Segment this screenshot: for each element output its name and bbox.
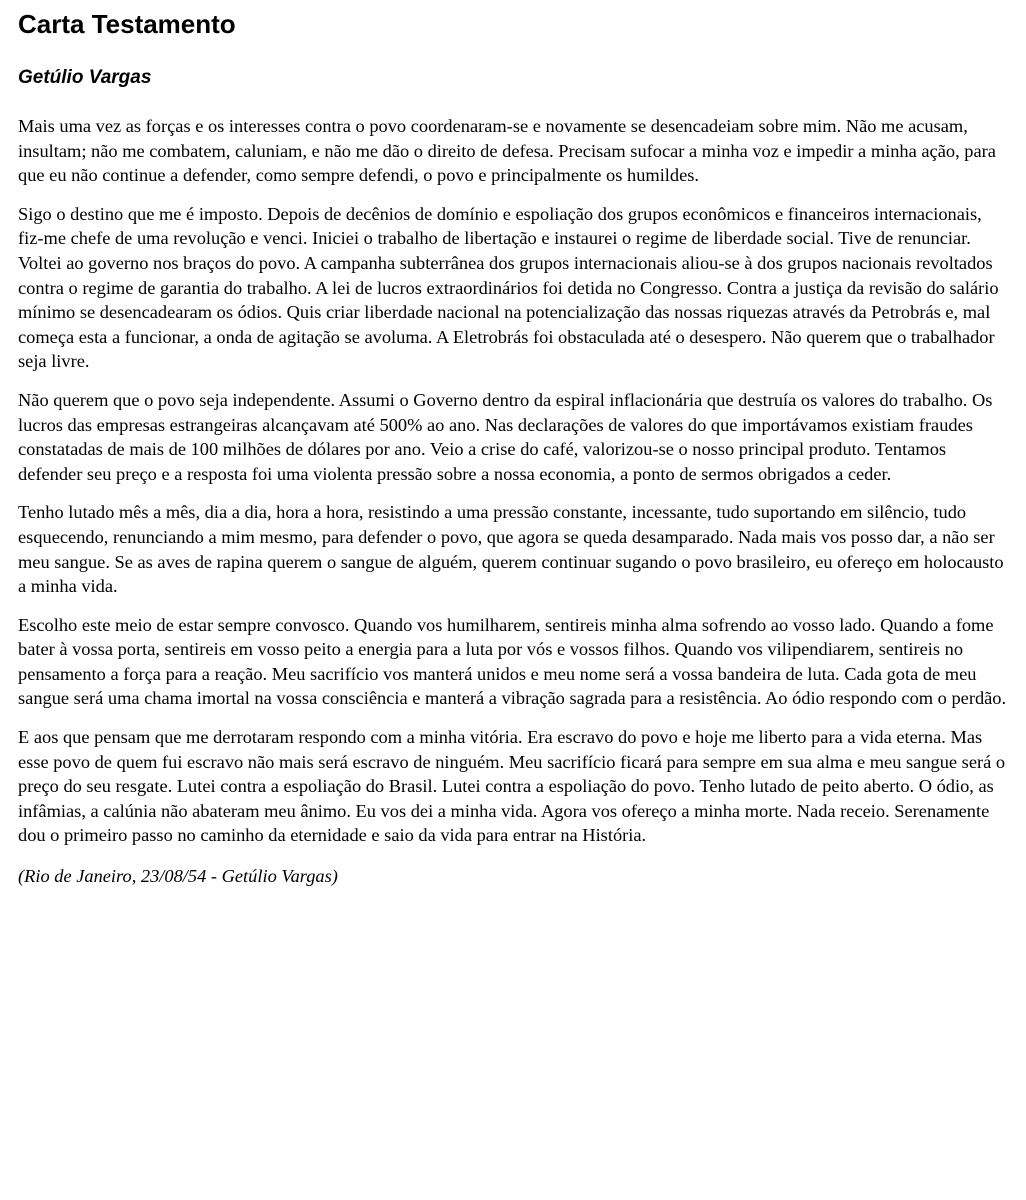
paragraph: Não querem que o povo seja independente. Assumi o Governo dentro da espiral inflacionária que destruía os valores do trabalho. Os lucros das empresas estrangeiras alcançavam até 500% ao ano. Nas declarações de valores do que importávamos existiam fraudes constatadas de mais de 100 milhões de dólares por ano. Veio a crise do café, valorizou-se o nosso principal produto. Tentamos defender seu preço e a resposta foi uma violenta pressão sobre a nossa economia, a ponto de sermos obrigados a ceder. (18, 389, 993, 484)
paragraph: Sigo o destino que me é imposto. Depois de decênios de domínio e espoliação dos grupos econômicos e financeiros internacionais, fiz-me chefe de uma revolução e venci. Iniciei o trabalho de libertação e instaurei o regime de liberdade social. Tive de renunciar. Voltei ao governo nos braços do povo. A campanha subterrânea dos grupos internacionais aliou-se à dos grupos nacionais revoltados contra o regime de garantia do trabalho. A lei de lucros extraordinários foi detida no Congresso. Contra a justiça da revisão do salário mínimo se desencadearam os ódios. Quis criar liberdade nacional na potencialização das nossas riquezas através da Petrobrás e, mal começa esta a funcionar, a onda de agitação se avoluma. A Eletrobrás foi obstaculada até o desespero. Não querem que o trabalhador seja livre. (18, 203, 999, 372)
paragraph: Tenho lutado mês a mês, dia a dia, hora a hora, resistindo a uma pressão constante, incessante, tudo suportando em silêncio, tudo esquecendo, renunciando a mim mesmo, para defender o povo, que agora se queda desamparado. Nada mais vos posso dar, a não ser meu sangue. Se as aves de rapina querem o sangue de alguém, querem continuar sugando o povo brasileiro, eu ofereço em holocausto a minha vida. (18, 502, 1004, 597)
document-title: Carta Testamento (18, 9, 236, 39)
document-body (18, 114, 1008, 848)
paragraph: Escolho este meio de estar sempre convosco. Quando vos humilharem, sentireis minha alma sofrendo ao vosso lado. Quando a fome bater à vossa porta, sentireis em vosso peito a energia para a luta por vós e vossos filhos. Quando vos vilipendiarem, sentireis no pensamento a força para a reação. Meu sacrifício vos manterá unidos e meu nome será a vossa bandeira de luta. Cada gota de meu sangue será uma chama imortal na vossa consciência e manterá a vibração sagrada para a resistência. Ao ódio respondo com o perdão. (18, 614, 1007, 709)
paragraph: E aos que pensam que me derrotaram respondo com a minha vitória. Era escravo do povo e hoje me liberto para a vida eterna. Mas esse povo de quem fui escravo não mais será escravo de ninguém. Meu sacrifício ficará para sempre em sua alma e meu sangue será o preço do seu resgate. Lutei contra a espoliação do Brasil. Lutei contra a espoliação do povo. Tenho lutado de peito aberto. O ódio, as infâmias, a calúnia não abateram meu ânimo. Eu vos dei a minha vida. Agora vos ofereço a minha morte. Nada receio. Serenamente dou o primeiro passo no caminho da eternidade e saio da vida para entrar na História. (18, 727, 1006, 846)
signature-line: (Rio de Janeiro, 23/08/54 - Getúlio Vargas) (18, 866, 338, 887)
document-author: Getúlio Vargas (18, 67, 152, 88)
paragraph: Mais uma vez as forças e os interesses contra o povo coordenaram-se e novamente se desencadeiam sobre mim. Não me acusam, insultam; não me combatem, caluniam, e não me dão o direito de defesa. Precisam sufocar a minha voz e impedir a minha ação, para que eu não continue a defender, como sempre defendi, o povo e principalmente os humildes. (18, 116, 996, 186)
